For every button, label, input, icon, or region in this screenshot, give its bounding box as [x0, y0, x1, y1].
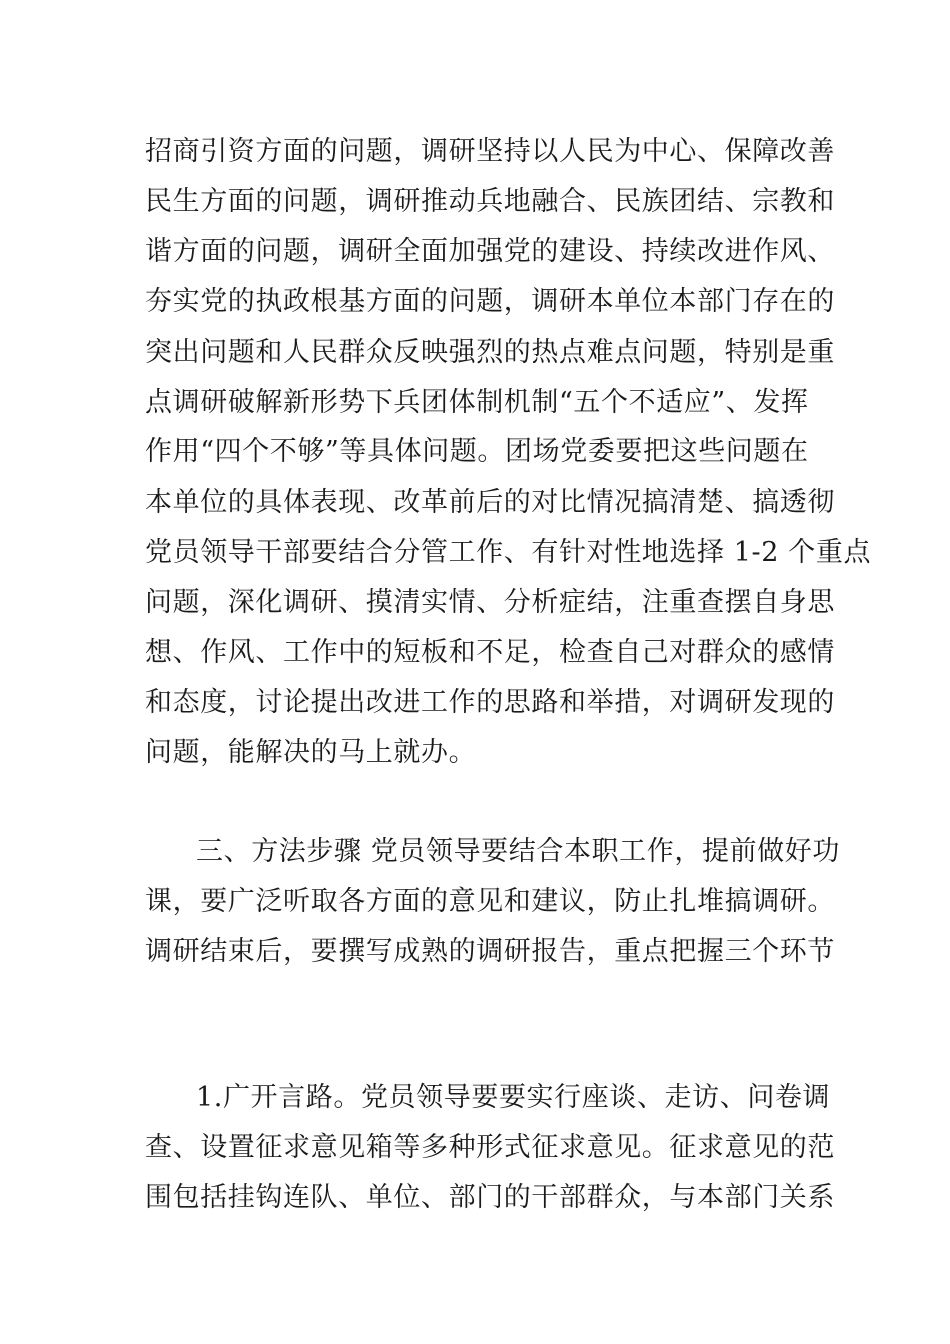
- text-line: 调研结束后，要撰写成熟的调研报告，重点把握三个环节: [145, 936, 835, 967]
- text-line: 问题，深化调研、摸清实情、分析症结，注重查摆自身思: [145, 587, 835, 618]
- text-line: 和态度，讨论提出改进工作的思路和举措，对调研发现的: [145, 687, 835, 718]
- text-line: 问题，能解决的马上就办。: [145, 737, 477, 768]
- text-line: 招商引资方面的问题，调研坚持以人民为中心、保障改善: [145, 136, 835, 167]
- text-line: 民生方面的问题，调研推动兵地融合、民族团结、宗教和: [145, 186, 835, 217]
- text-line: 本单位的具体表现、改革前后的对比情况搞清楚、搞透彻: [145, 487, 835, 518]
- text-line: 1.广开言路。党员领导要要实行座谈、走访、问卷调: [196, 1082, 831, 1113]
- text-line: 党员领导干部要结合分管工作、有针对性地选择 1-2 个重点: [145, 537, 872, 568]
- text-line: 作用“四个不够”等具体问题。团场党委要把这些问题在: [145, 436, 809, 467]
- text-line: 点调研破解新形势下兵团体制机制“五个不适应”、发挥: [145, 387, 809, 418]
- text-line: 围包括挂钩连队、单位、部门的干部群众，与本部门关系: [145, 1182, 835, 1213]
- text-line: 查、设置征求意见箱等多种形式征求意见。征求意见的范: [145, 1132, 835, 1163]
- text-line: 谐方面的问题，调研全面加强党的建设、持续改进作风、: [145, 236, 835, 267]
- text-line: 夯实党的执政根基方面的问题，调研本单位本部门存在的: [145, 286, 835, 317]
- text-line: 突出问题和人民群众反映强烈的热点难点问题，特别是重: [145, 337, 835, 368]
- text-line: 课，要广泛听取各方面的意见和建议，防止扎堆搞调研。: [145, 886, 835, 917]
- text-line: 想、作风、工作中的短板和不足，检查自己对群众的感情: [145, 637, 835, 668]
- text-line: 三、方法步骤 党员领导要结合本职工作，提前做好功: [196, 836, 840, 867]
